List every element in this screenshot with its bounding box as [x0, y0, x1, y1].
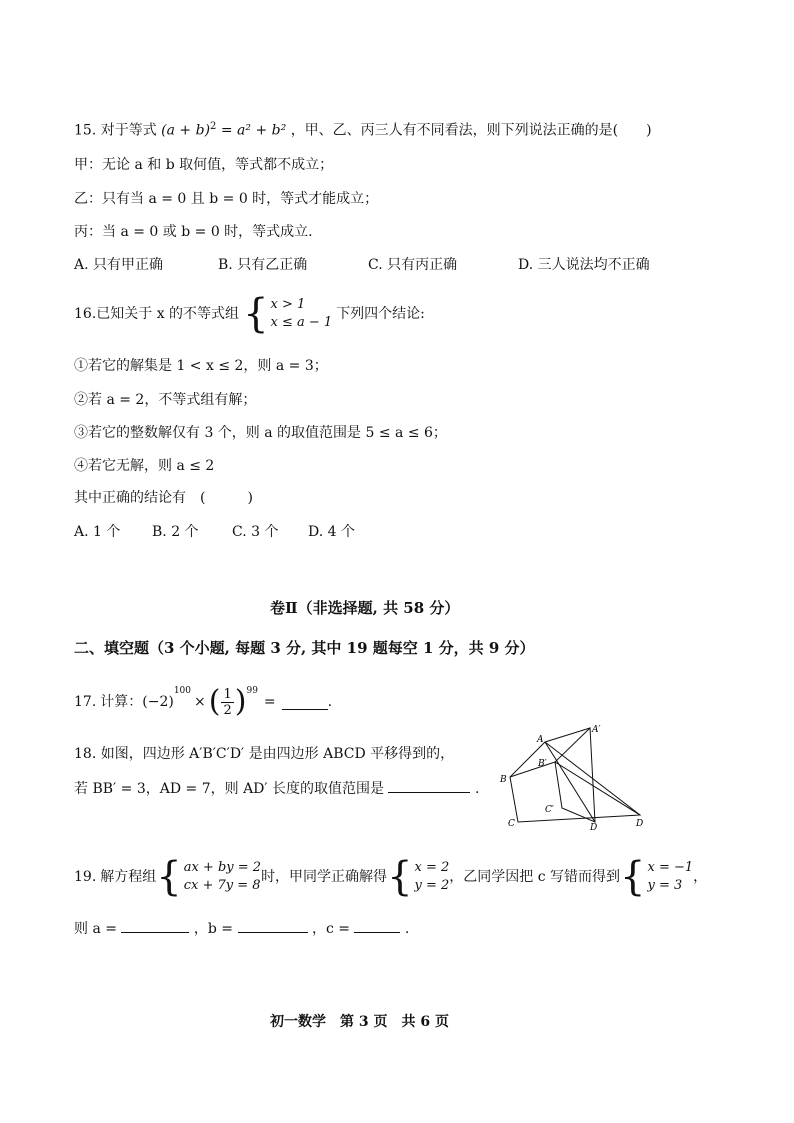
q19-end: ， — [693, 869, 708, 885]
q15-statement-a-text: ：无论 a 和 b 取何值，等式都不成立； — [88, 157, 334, 173]
q16-stem — [74, 292, 425, 336]
q15-number: 15. — [74, 122, 97, 139]
q19-answer-end: . — [404, 921, 410, 937]
q16-system — [243, 291, 333, 337]
q18-label-c: C — [508, 819, 515, 829]
q18-line1 — [74, 744, 454, 764]
q15-eq-lhs-exp: 2 — [210, 121, 217, 132]
q19-stem — [74, 852, 707, 902]
q16-prefix: 已知关于 x 的不等式组 — [96, 306, 240, 322]
q18-label-a: A — [537, 735, 544, 745]
q15-statement-c — [74, 222, 313, 242]
q17-times: × — [194, 694, 206, 710]
q18-label-a-prime: A′ — [592, 725, 601, 735]
q18-segment-bb — [510, 762, 555, 777]
q15-statement-b — [74, 189, 378, 209]
q19-answer-a-blank[interactable] — [121, 918, 189, 933]
q17-exp2: 99 — [246, 686, 258, 696]
q16-ask: 其中正确的结论有 ( ) — [74, 490, 253, 506]
q19-system — [156, 854, 262, 900]
q19-solution-1 — [387, 854, 450, 900]
q17-stem — [74, 680, 332, 724]
q19-solution-2 — [620, 854, 694, 900]
q19-answer-a-label: 则 a = — [74, 921, 117, 937]
q18-answer-blank[interactable] — [388, 778, 470, 793]
q19-answer-line — [74, 918, 409, 939]
q18-line1-text: 如图，四边形 A′B′C′D′ 是由四边形 ABCD 平移得到的， — [100, 746, 455, 762]
q19-sol1-row-1: x = 2 — [414, 860, 450, 875]
q15-suffix: ，甲、乙、丙三人有不同看法，则下列说法正确的是( ) — [290, 122, 652, 139]
q15-eq-lhs: (a + b) — [161, 122, 211, 139]
q19-answer-c-label: ，c = — [311, 921, 350, 937]
q16-option-d: D. 4 个 — [308, 524, 355, 540]
q19-answer-c-blank[interactable] — [354, 918, 400, 933]
q17-frac-den: 2 — [223, 702, 232, 718]
q15-statement-a — [74, 155, 333, 175]
q17-end: . — [327, 694, 333, 710]
q15-option-d: D. 三人说法均不正确 — [518, 257, 650, 273]
q15-statement-b-marker: 乙 — [74, 191, 88, 207]
q17-left-paren: ( — [208, 684, 221, 719]
q16-suffix: 下列四个结论: — [336, 306, 425, 322]
q16-system-brace: { — [243, 291, 269, 337]
q18-figure — [490, 722, 650, 832]
q15-statement-c-marker: 丙 — [74, 224, 88, 240]
q17-fraction — [221, 687, 233, 718]
q19-mid2: ，乙同学因把 c 写错而得到 — [449, 869, 621, 885]
q15-eq-rhs: = a² + b² — [220, 122, 287, 139]
q18-end: . — [474, 781, 480, 797]
q19-answer-b-label: ，b = — [193, 921, 234, 937]
q19-system-row-2: cx + 7y = 8 — [183, 878, 261, 893]
q17-frac-num: 1 — [223, 686, 232, 702]
q19-sol1-row-2: y = 2 — [414, 878, 450, 893]
q16-number: 16. — [74, 306, 97, 322]
q15-stem — [74, 112, 652, 142]
section-part: 二、填空题（3 个小题, 每题 3 分, 其中 19 题每空 1 分，共 9 分） — [74, 639, 535, 657]
q19-system-row-1: ax + by = 2 — [183, 860, 262, 875]
q17-answer-blank[interactable] — [282, 695, 328, 710]
q15-prefix: 对于等式 — [100, 122, 157, 139]
q19-answer-b-blank[interactable] — [238, 918, 308, 933]
q19-mid1: 时，甲同学正确解得 — [261, 869, 388, 885]
q18-label-c-prime: C′ — [545, 805, 554, 815]
page-footer: 初一数学 第 3 页 共 6 页 — [270, 1014, 449, 1030]
q15-option-a: A. 只有甲正确 — [74, 257, 164, 273]
q18-number: 18. — [74, 746, 97, 762]
q17-exp1: 100 — [173, 686, 192, 696]
section-title: 卷Ⅱ（非选择题, 共 58 分） — [270, 599, 460, 617]
q18-label-d: D — [636, 819, 644, 829]
q18-label-b-prime: B′ — [538, 759, 547, 769]
q18-line2 — [74, 778, 479, 799]
q16-option-c: C. 3 个 — [232, 524, 279, 540]
q16-conclusion-4: ④若它无解，则 a ≤ 2 — [74, 458, 215, 474]
q15-option-b: B. 只有乙正确 — [218, 257, 308, 273]
q18-quad-abcd — [510, 742, 640, 822]
q15-statement-c-text: ：当 a = 0 或 b = 0 时，等式成立. — [88, 224, 313, 240]
q18-segment-bd — [555, 762, 640, 815]
q19-prefix: 解方程组 — [100, 869, 157, 885]
q18-label-d-prime: D — [590, 823, 598, 832]
q16-conclusion-2: ②若 a = 2，不等式组有解； — [74, 392, 257, 408]
q17-right-paren: ) — [234, 684, 247, 719]
q15-statement-b-text: ：只有当 a = 0 且 b = 0 时，等式才能成立； — [88, 191, 379, 207]
q17-prefix: 计算： — [100, 694, 143, 710]
q15-option-c: C. 只有丙正确 — [368, 257, 458, 273]
q19-solution-2-brace: { — [620, 854, 646, 900]
q16-system-row-2: x ≤ a − 1 — [270, 315, 333, 330]
q19-number: 19. — [74, 869, 97, 885]
q17-base: (−2) — [142, 694, 174, 710]
q15-statement-a-marker: 甲 — [74, 157, 88, 173]
q19-sol2-row-1: x = −1 — [647, 860, 694, 875]
q16-conclusion-1: ①若它的解集是 1 < x ≤ 2，则 a = 3； — [74, 358, 328, 374]
q16-conclusion-3: ③若它的整数解仅有 3 个，则 a 的取值范围是 5 ≤ a ≤ 6； — [74, 425, 447, 441]
q16-option-a: A. 1 个 — [74, 524, 121, 540]
q19-system-brace: { — [156, 854, 182, 900]
q19-solution-1-brace: { — [387, 854, 413, 900]
q18-line2-text: 若 BB′ = 3，AD = 7，则 AD′ 长度的取值范围是 — [74, 781, 385, 797]
q17-number: 17. — [74, 694, 97, 710]
q19-sol2-row-2: y = 3 — [647, 878, 683, 893]
q17-eq: = — [263, 694, 276, 710]
q16-system-row-1: x > 1 — [270, 297, 306, 312]
q16-option-b: B. 2 个 — [152, 524, 199, 540]
q18-label-b: B — [500, 775, 507, 785]
